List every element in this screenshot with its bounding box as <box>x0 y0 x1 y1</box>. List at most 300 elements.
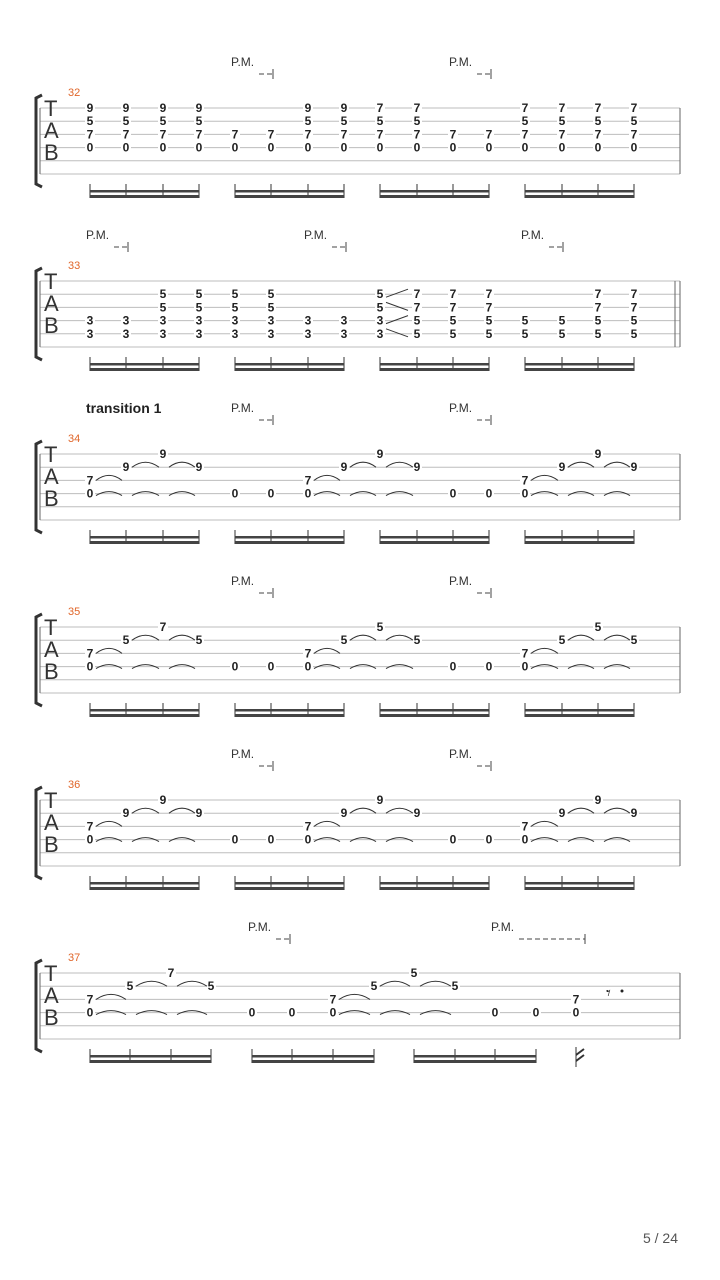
fret-number: 7 <box>449 287 457 302</box>
fret-number: 9 <box>122 806 130 821</box>
fret-number: 0 <box>485 832 493 847</box>
fret-number: 5 <box>376 300 384 315</box>
fret-number: 7 <box>86 646 94 661</box>
fret-number: 0 <box>267 659 275 674</box>
fret-number: 7 <box>449 127 457 142</box>
tab-clef-letter: T <box>44 269 58 294</box>
measure-number: 35 <box>68 606 81 618</box>
fret-number: 0 <box>491 1005 499 1020</box>
fret-number: 0 <box>231 659 239 674</box>
beam <box>380 368 489 371</box>
fret-number: 5 <box>594 620 602 634</box>
fret-number: 7 <box>267 127 275 142</box>
staff-system-34 <box>36 400 680 544</box>
fret-number: 7 <box>594 101 602 115</box>
fret-number: 5 <box>521 326 529 341</box>
fret-number: 7 <box>521 819 529 834</box>
beam <box>525 368 634 371</box>
beam <box>525 887 634 890</box>
beam <box>525 190 634 193</box>
fret-number: 9 <box>195 460 203 475</box>
fret-number: 9 <box>195 101 203 115</box>
fret-number: 3 <box>195 326 203 341</box>
slide-line <box>386 316 408 324</box>
fret-number: 0 <box>304 486 312 501</box>
fret-number: 9 <box>376 793 384 807</box>
beam <box>380 709 489 712</box>
beam <box>235 541 344 544</box>
fret-number: 0 <box>248 1005 256 1020</box>
fret-number: 0 <box>594 140 602 155</box>
tab-clef-letter: B <box>44 832 59 857</box>
beam <box>235 368 344 371</box>
hammer-on-arc <box>420 981 451 986</box>
beam <box>90 882 199 885</box>
fret-number: 7 <box>304 819 312 834</box>
fret-number: 7 <box>558 127 566 142</box>
beam <box>235 882 344 885</box>
fret-number: 3 <box>267 313 275 328</box>
beam <box>90 368 199 371</box>
fret-number: 3 <box>195 313 203 328</box>
system-bracket <box>36 787 42 879</box>
fret-number: 0 <box>304 659 312 674</box>
fret-number: 3 <box>159 326 167 341</box>
hammer-on-arc <box>568 808 594 813</box>
hammer-on-arc <box>568 462 594 467</box>
fret-number: 0 <box>521 659 529 674</box>
beam <box>380 887 489 890</box>
beam <box>90 1060 211 1063</box>
fret-number: 7 <box>413 101 421 115</box>
hammer-on-arc <box>386 635 413 640</box>
fret-number: 5 <box>195 633 203 648</box>
palm-mute-label: P.M. <box>304 228 328 242</box>
hammer-on-arc <box>531 821 558 826</box>
fret-number: 0 <box>195 140 203 155</box>
fret-number: 5 <box>521 313 529 328</box>
fret-number: 5 <box>195 300 203 315</box>
palm-mute-label: P.M. <box>231 55 255 69</box>
fret-number: 7 <box>195 127 203 142</box>
fret-number: 7 <box>449 300 457 315</box>
fret-number: 7 <box>86 992 94 1007</box>
fret-number: 5 <box>267 287 275 302</box>
system-bracket <box>36 614 42 706</box>
beam <box>525 536 634 539</box>
fret-number: 0 <box>376 140 384 155</box>
hammer-on-arc <box>386 462 413 467</box>
fret-number: 0 <box>267 832 275 847</box>
staff-system-36 <box>36 747 680 890</box>
measure-number: 33 <box>68 260 81 272</box>
fret-number: 7 <box>413 287 421 302</box>
fret-number: 0 <box>86 659 94 674</box>
tab-clef-letter: B <box>44 1005 59 1030</box>
fret-number: 0 <box>485 486 493 501</box>
fret-number: 7 <box>630 300 638 315</box>
section-label: transition 1 <box>86 400 162 416</box>
fret-number: 5 <box>376 114 384 129</box>
beam <box>235 714 344 717</box>
fret-number: 0 <box>521 486 529 501</box>
hammer-on-arc <box>177 981 207 986</box>
fret-number: 5 <box>485 326 493 341</box>
tab-clef-letter: T <box>44 961 58 986</box>
fret-number: 9 <box>630 806 638 821</box>
palm-mute-label: P.M. <box>248 920 272 934</box>
fret-number: 7 <box>86 473 94 488</box>
system-bracket <box>36 441 42 533</box>
palm-mute-label: P.M. <box>231 574 255 588</box>
fret-number: 5 <box>376 287 384 302</box>
fret-number: 5 <box>159 114 167 129</box>
beam <box>90 887 199 890</box>
beam <box>252 1055 374 1058</box>
fret-number: 7 <box>413 127 421 142</box>
fret-number: 0 <box>86 832 94 847</box>
hammer-on-arc <box>604 635 630 640</box>
page-number: 5 / 24 <box>642 1230 678 1246</box>
beam <box>380 536 489 539</box>
hammer-on-arc <box>531 475 558 480</box>
hammer-on-arc <box>339 994 370 999</box>
fret-number: 7 <box>521 127 529 142</box>
hammer-on-arc <box>169 808 195 813</box>
beam <box>414 1060 536 1063</box>
measure-number: 37 <box>68 952 81 964</box>
beam <box>90 536 199 539</box>
fret-number: 9 <box>594 793 602 807</box>
slide-line <box>386 289 408 297</box>
palm-mute-label: P.M. <box>231 401 255 415</box>
fret-number: 0 <box>231 486 239 501</box>
beam <box>90 709 199 712</box>
fret-number: 5 <box>630 114 638 129</box>
fret-number: 3 <box>122 313 130 328</box>
tab-clef-letter: T <box>44 442 58 467</box>
fret-number: 9 <box>594 447 602 461</box>
fret-number: 9 <box>558 460 566 475</box>
fret-number: 5 <box>126 979 134 994</box>
beam <box>380 195 489 198</box>
fret-number: 5 <box>376 620 384 634</box>
fret-number: 9 <box>195 806 203 821</box>
fret-number: 7 <box>376 101 384 115</box>
fret-number: 5 <box>370 979 378 994</box>
tab-clef-letter: A <box>44 464 59 489</box>
beam <box>235 363 344 366</box>
fret-number: 0 <box>288 1005 296 1020</box>
hammer-on-arc <box>132 808 159 813</box>
beam <box>525 363 634 366</box>
fret-number: 3 <box>376 326 384 341</box>
fret-number: 0 <box>558 140 566 155</box>
hammer-on-arc <box>350 808 376 813</box>
fret-number: 5 <box>558 114 566 129</box>
fret-number: 7 <box>630 101 638 115</box>
fret-number: 5 <box>485 313 493 328</box>
fret-number: 5 <box>207 979 215 994</box>
beam <box>90 541 199 544</box>
fret-number: 5 <box>449 326 457 341</box>
fret-number: 9 <box>159 101 167 115</box>
slide-line <box>386 329 408 337</box>
fret-number: 7 <box>558 101 566 115</box>
hammer-on-arc <box>380 981 410 986</box>
fret-number: 7 <box>594 127 602 142</box>
measure-number: 32 <box>68 87 81 99</box>
fret-number: 5 <box>122 633 130 648</box>
fret-number: 7 <box>304 473 312 488</box>
fret-number: 5 <box>630 633 638 648</box>
system-bracket <box>36 960 42 1052</box>
beam <box>90 363 199 366</box>
fret-number: 3 <box>304 326 312 341</box>
fret-number: 0 <box>304 140 312 155</box>
fret-number: 0 <box>159 140 167 155</box>
fret-number: 0 <box>267 486 275 501</box>
beam <box>380 363 489 366</box>
staff-system-32 <box>36 55 680 198</box>
fret-number: 0 <box>231 832 239 847</box>
fret-number: 5 <box>630 313 638 328</box>
fret-number: 5 <box>231 287 239 302</box>
fret-number: 7 <box>86 127 94 142</box>
fret-number: 3 <box>340 326 348 341</box>
beam <box>525 541 634 544</box>
fret-number: 9 <box>340 806 348 821</box>
fret-number: 5 <box>594 326 602 341</box>
fret-number: 9 <box>340 101 348 115</box>
fret-number: 7 <box>485 127 493 142</box>
staff-system-33 <box>36 228 680 371</box>
fret-number: 0 <box>86 1005 94 1020</box>
palm-mute-label: P.M. <box>449 574 473 588</box>
palm-mute-label: P.M. <box>231 747 255 761</box>
fret-number: 5 <box>451 979 459 994</box>
fret-number: 7 <box>630 127 638 142</box>
fret-number: 9 <box>86 101 94 115</box>
fret-number: 9 <box>340 460 348 475</box>
fret-number: 7 <box>376 127 384 142</box>
beam <box>235 536 344 539</box>
fret-number: 0 <box>521 140 529 155</box>
tab-clef-letter: A <box>44 983 59 1008</box>
fret-number: 7 <box>572 992 580 1007</box>
hammer-on-arc <box>96 994 126 999</box>
palm-mute-label: P.M. <box>521 228 545 242</box>
beam <box>380 714 489 717</box>
fret-number: 7 <box>521 101 529 115</box>
staff-system-35 <box>36 574 680 717</box>
fret-number: 5 <box>195 287 203 302</box>
fret-number: 7 <box>159 620 167 634</box>
fret-number: 0 <box>449 832 457 847</box>
beam <box>90 195 199 198</box>
fret-number: 7 <box>340 127 348 142</box>
beam <box>414 1055 536 1058</box>
hammer-on-arc <box>350 635 376 640</box>
hammer-on-arc <box>314 821 340 826</box>
fret-number: 7 <box>167 966 175 980</box>
tab-clef-letter: T <box>44 96 58 121</box>
fret-number: 5 <box>413 313 421 328</box>
tab-clef-letter: B <box>44 659 59 684</box>
fret-number: 9 <box>413 460 421 475</box>
fret-number: 7 <box>630 287 638 302</box>
fret-number: 0 <box>231 140 239 155</box>
fret-number: 5 <box>413 114 421 129</box>
tab-clef-letter: A <box>44 118 59 143</box>
hammer-on-arc <box>169 635 195 640</box>
fret-number: 5 <box>558 633 566 648</box>
fret-number: 3 <box>267 326 275 341</box>
beam <box>380 541 489 544</box>
fret-number: 5 <box>231 300 239 315</box>
fret-number: 5 <box>413 326 421 341</box>
fret-number: 3 <box>231 326 239 341</box>
fret-number: 7 <box>231 127 239 142</box>
tab-clef-letter: B <box>44 486 59 511</box>
fret-number: 9 <box>122 101 130 115</box>
fret-number: 0 <box>449 486 457 501</box>
beam <box>525 709 634 712</box>
rest-symbol: 𝄾 <box>606 983 611 1003</box>
staff-system-37 <box>36 920 680 1067</box>
fret-number: 7 <box>159 127 167 142</box>
fret-number: 0 <box>521 832 529 847</box>
fret-number: 5 <box>521 114 529 129</box>
hammer-on-arc <box>132 462 159 467</box>
hammer-on-arc <box>604 808 630 813</box>
hammer-on-arc <box>604 462 630 467</box>
fret-number: 7 <box>86 819 94 834</box>
fret-number: 7 <box>594 300 602 315</box>
tab-clef-letter: A <box>44 291 59 316</box>
fret-number: 9 <box>630 460 638 475</box>
fret-number: 5 <box>413 633 421 648</box>
hammer-on-arc <box>314 648 340 653</box>
fret-number: 0 <box>329 1005 337 1020</box>
fret-number: 5 <box>594 313 602 328</box>
tab-clef-letter: B <box>44 313 59 338</box>
fret-number: 0 <box>449 140 457 155</box>
fret-number: 5 <box>159 300 167 315</box>
tab-clef-letter: T <box>44 615 58 640</box>
fret-number: 9 <box>413 806 421 821</box>
hammer-on-arc <box>314 475 340 480</box>
hammer-on-arc <box>531 648 558 653</box>
beam <box>525 195 634 198</box>
fret-number: 0 <box>122 140 130 155</box>
beam <box>90 190 199 193</box>
beam <box>90 1055 211 1058</box>
fret-number: 5 <box>340 633 348 648</box>
fret-number: 3 <box>376 313 384 328</box>
fret-number: 3 <box>86 313 94 328</box>
hammer-on-arc <box>136 981 167 986</box>
measure-number: 34 <box>68 433 81 445</box>
fret-number: 0 <box>485 140 493 155</box>
fret-number: 0 <box>86 486 94 501</box>
beam <box>235 195 344 198</box>
hammer-on-arc <box>386 808 413 813</box>
fret-number: 7 <box>594 287 602 302</box>
fret-number: 0 <box>532 1005 540 1020</box>
fret-number: 5 <box>410 966 418 980</box>
system-bracket <box>36 268 42 360</box>
fret-number: 7 <box>521 473 529 488</box>
slide-line <box>386 302 408 310</box>
fret-number: 3 <box>231 313 239 328</box>
fret-number: 3 <box>122 326 130 341</box>
tab-clef-letter: A <box>44 810 59 835</box>
fret-number: 0 <box>340 140 348 155</box>
beam <box>525 714 634 717</box>
fret-number: 7 <box>413 300 421 315</box>
beam <box>235 887 344 890</box>
palm-mute-label: P.M. <box>86 228 110 242</box>
beam <box>252 1060 374 1063</box>
fret-number: 5 <box>449 313 457 328</box>
fret-number: 5 <box>630 326 638 341</box>
tab-clef-letter: T <box>44 788 58 813</box>
fret-number: 3 <box>159 313 167 328</box>
fret-number: 9 <box>159 793 167 807</box>
fret-number: 7 <box>329 992 337 1007</box>
tab-clef-letter: B <box>44 140 59 165</box>
fret-number: 9 <box>122 460 130 475</box>
fret-number: 5 <box>195 114 203 129</box>
hammer-on-arc <box>350 462 376 467</box>
fret-number: 0 <box>630 140 638 155</box>
fret-number: 5 <box>558 313 566 328</box>
fret-number: 9 <box>159 447 167 461</box>
tab-clef-letter: A <box>44 637 59 662</box>
fret-number: 0 <box>304 832 312 847</box>
beam <box>235 190 344 193</box>
fret-number: 7 <box>122 127 130 142</box>
fret-number: 9 <box>304 101 312 115</box>
palm-mute-label: P.M. <box>449 55 473 69</box>
beam <box>235 709 344 712</box>
beam <box>525 882 634 885</box>
fret-number: 5 <box>340 114 348 129</box>
fret-number: 7 <box>304 646 312 661</box>
palm-mute-label: P.M. <box>449 401 473 415</box>
rest-dot <box>621 990 624 993</box>
fret-number: 3 <box>304 313 312 328</box>
fret-number: 5 <box>594 114 602 129</box>
fret-number: 7 <box>304 127 312 142</box>
fret-number: 9 <box>558 806 566 821</box>
beam <box>380 190 489 193</box>
fret-number: 5 <box>267 300 275 315</box>
fret-number: 0 <box>86 140 94 155</box>
fret-number: 0 <box>267 140 275 155</box>
hammer-on-arc <box>96 475 122 480</box>
hammer-on-arc <box>96 821 122 826</box>
system-bracket <box>36 95 42 187</box>
fret-number: 0 <box>572 1005 580 1020</box>
fret-number: 0 <box>485 659 493 674</box>
hammer-on-arc <box>132 635 159 640</box>
hammer-on-arc <box>96 648 122 653</box>
fret-number: 5 <box>122 114 130 129</box>
fret-number: 0 <box>449 659 457 674</box>
fret-number: 7 <box>521 646 529 661</box>
